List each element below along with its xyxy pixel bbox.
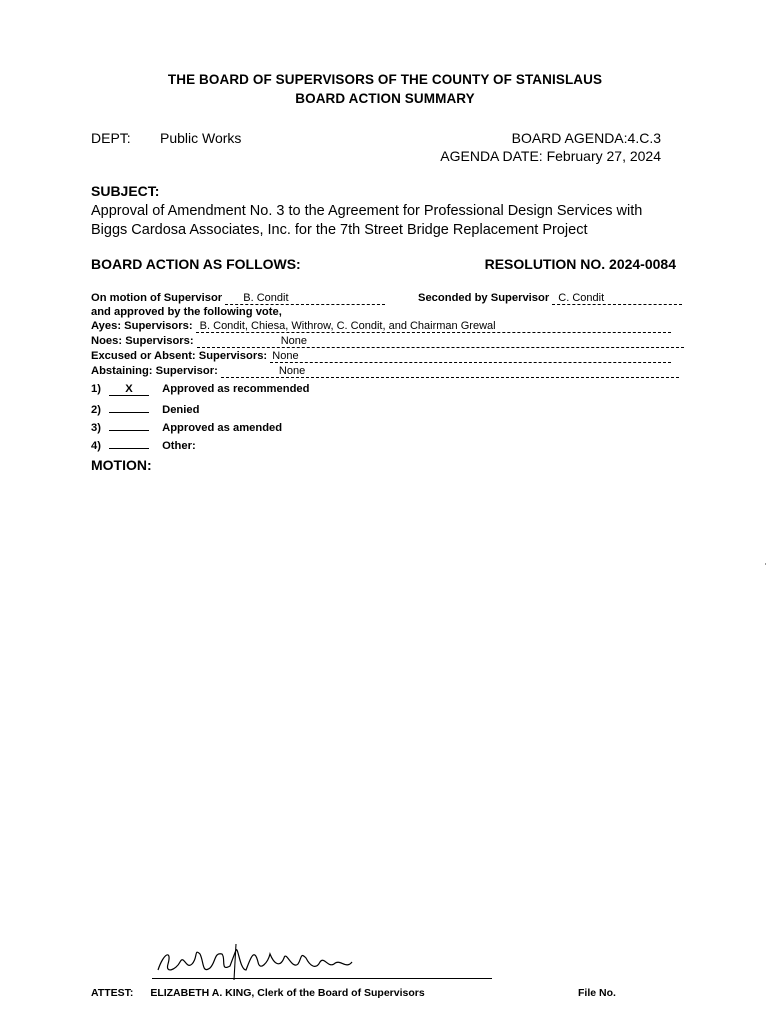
option-3-mark	[109, 420, 149, 431]
option-1-number: 1)	[91, 383, 101, 395]
abstaining-line	[91, 365, 679, 378]
attest-line	[91, 987, 425, 999]
seconded-line	[418, 292, 682, 305]
option-4-label: Other:	[162, 440, 196, 452]
abstaining-value: None	[221, 365, 679, 378]
option-4	[91, 438, 196, 452]
noes-line	[91, 335, 684, 348]
option-3-number: 3)	[91, 422, 101, 434]
subject-line-2: Biggs Cardosa Associates, Inc. for the 7th Street Bridge Replacement Project	[91, 222, 588, 238]
option-1-mark: X	[109, 383, 149, 396]
motion-heading: MOTION:	[91, 457, 152, 473]
option-3-label: Approved as amended	[162, 422, 283, 434]
dept-value: Public Works	[160, 130, 242, 146]
resolution-number: RESOLUTION NO. 2024-0084	[484, 256, 676, 272]
board-action-label: BOARD ACTION AS FOLLOWS:	[91, 256, 301, 272]
subject-line-1: Approval of Amendment No. 3 to the Agreement for Professional Design Services with	[91, 203, 643, 219]
ayes-value: B. Condit, Chiesa, Withrow, C. Condit, and Chairman Grewal	[196, 320, 671, 333]
excused-label: Excused or Absent: Supervisors:	[91, 350, 268, 362]
subject-label: SUBJECT:	[91, 183, 160, 199]
option-3	[91, 420, 282, 434]
option-2	[91, 402, 199, 416]
motion-line	[91, 292, 385, 305]
ayes-line	[91, 320, 671, 333]
excused-value: None	[270, 350, 671, 363]
noes-label: Noes: Supervisors:	[91, 335, 194, 347]
option-4-mark	[109, 438, 149, 449]
file-number-label: File No.	[578, 987, 616, 999]
dept-label: DEPT:	[91, 130, 131, 146]
attest-label: ATTEST:	[91, 987, 134, 999]
ayes-label: Ayes: Supervisors:	[91, 320, 193, 332]
approved-line: and approved by the following vote,	[91, 306, 282, 318]
abstaining-label: Abstaining: Supervisor:	[91, 365, 218, 377]
motion-label: On motion of Supervisor	[91, 292, 223, 304]
excused-line	[91, 350, 671, 363]
signature-line	[152, 978, 492, 979]
option-2-mark	[109, 402, 149, 413]
subject-text	[91, 202, 691, 240]
seconded-label: Seconded by Supervisor	[418, 292, 550, 304]
seconded-by: C. Condit	[552, 292, 682, 305]
scan-speck	[765, 563, 766, 565]
header-title: THE BOARD OF SUPERVISORS OF THE COUNTY OF STANISLAUS	[167, 72, 603, 87]
noes-value: None	[197, 335, 684, 348]
header-subtitle: BOARD ACTION SUMMARY	[295, 91, 475, 106]
agenda-date: AGENDA DATE: February 27, 2024	[440, 148, 661, 164]
attest-name: ELIZABETH A. KING, Clerk of the Board of Supervisors	[150, 987, 425, 999]
option-1	[91, 383, 309, 396]
board-agenda: BOARD AGENDA:4.C.3	[511, 130, 661, 146]
option-4-number: 4)	[91, 440, 101, 452]
option-1-label: Approved as recommended	[162, 383, 310, 395]
motion-by: B. Condit	[225, 292, 385, 305]
option-2-label: Denied	[162, 404, 200, 416]
option-2-number: 2)	[91, 404, 101, 416]
